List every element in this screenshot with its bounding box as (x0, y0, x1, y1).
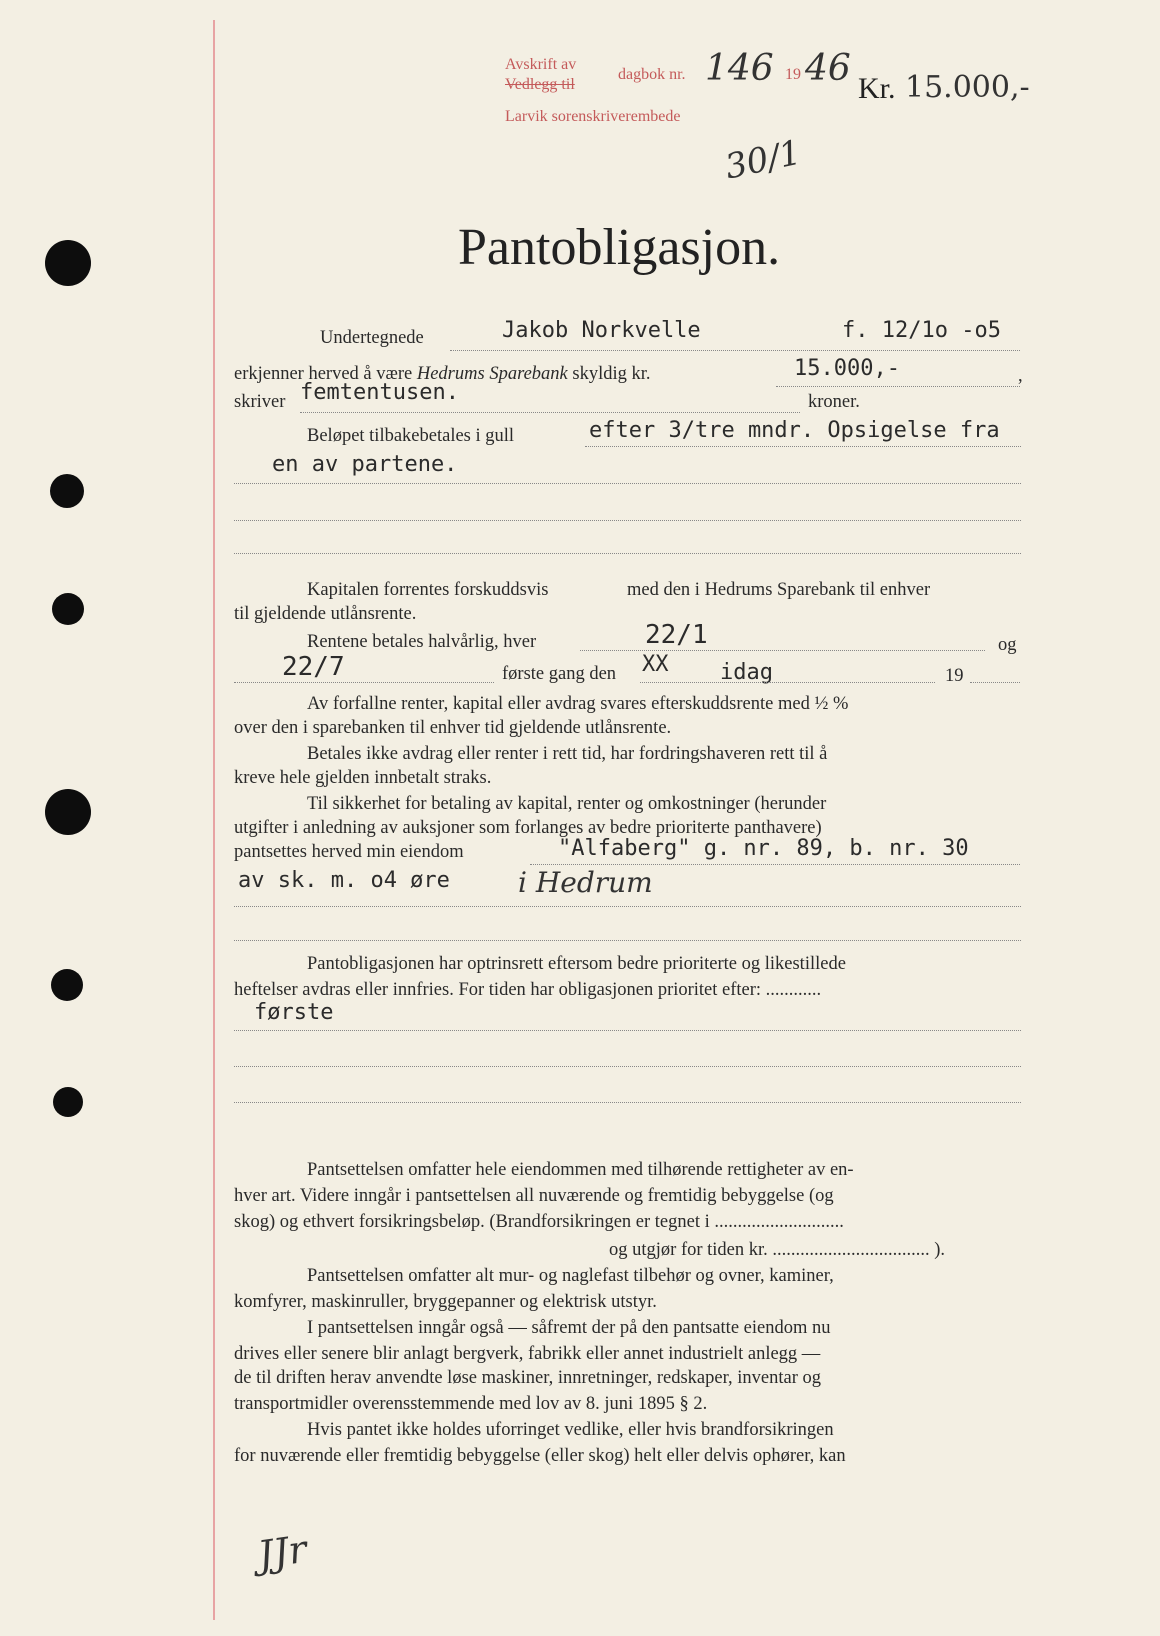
interest-line-2: til gjeldende utlånsrente. (234, 604, 417, 624)
debtor-birth: f. 12/1o -o5 (842, 318, 1001, 343)
amount-label: Kr. (858, 72, 896, 105)
paragraph-b-line: I pantsettelsen inngår også — såfremt der på den pantsatte eiendom nu (307, 1318, 831, 1338)
amount-words: femtentusen. (300, 380, 459, 405)
repayment-terms-2: en av partene. (272, 452, 458, 477)
interest-date-2: 22/7 (282, 652, 345, 682)
paragraph-b-line: og utgjør for tiden kr. .................................. ). (609, 1240, 946, 1260)
property-name: "Alfaberg" g. nr. 89, b. nr. 30 (558, 836, 969, 861)
binder-hole (45, 789, 91, 835)
debtor-label: Undertegnede (320, 328, 424, 348)
repayment-label: Beløpet tilbakebetales i gull (307, 426, 515, 446)
binder-hole (53, 1087, 83, 1117)
og-label: og (998, 635, 1017, 655)
paragraph-b-line: de til driften herav anvendte løse maskiner, innretninger, redskaper, inventar og (234, 1368, 821, 1388)
kroner-label: kroner. (808, 392, 860, 412)
paragraph-b-line: transportmidler overensstemmende med lov av 8. juni 1895 § 2. (234, 1394, 708, 1414)
halfyear-label: Rentene betales halvårlig, hver (307, 632, 537, 652)
first-time-label: første gang den (502, 664, 617, 684)
paragraph-a-line: Betales ikke avdrag eller renter i rett tid, har fordringshaveren rett til å (307, 744, 828, 764)
paragraph-a-line: Til sikkerhet for betaling av kapital, renter og omkostninger (herunder (307, 794, 827, 814)
debt-comma: , (1018, 366, 1023, 386)
paragraph-b-line: Hvis pantet ikke holdes uforringet vedlike, eller hvis brandforsikringen (307, 1420, 834, 1440)
priority-value: første (254, 1000, 334, 1025)
property-line-2: av sk. m. o4 øre (238, 868, 450, 893)
binder-hole (51, 969, 83, 1001)
paragraph-b-line: for nuværende eller fremtidig bebyggelse (eller skog) helt eller delvis ophører, kan (234, 1446, 846, 1466)
handwritten-initials: JJr (255, 1526, 310, 1578)
property-label: pantsettes herved min eiendom (234, 842, 464, 862)
paragraph-b-line: skog) og ethvert forsikringsbeløp. (Brandforsikringen er tegnet i ............................ (234, 1212, 844, 1232)
year-suffix: 46 (805, 48, 851, 89)
year-prefix: 19 (785, 66, 801, 83)
idag-text: idag (720, 660, 773, 685)
margin-line (213, 20, 215, 1620)
paragraph-a-line: kreve hele gjelden innbetalt straks. (234, 768, 492, 788)
paragraph-b-line: hver art. Videre inngår i pantsettelsen all nuværende og fremtidig bebyggelse (og (234, 1186, 834, 1206)
interest-date-1: 22/1 (645, 620, 708, 650)
paragraph-b-line: komfyrer, maskinruller, bryggepanner og elektrisk utstyr. (234, 1292, 657, 1312)
debtor-name: Jakob Norkvelle (502, 318, 701, 343)
nineteen-label: 19 (945, 666, 964, 686)
amount-value: 15.000,- (905, 70, 1030, 105)
paragraph-b-line: Pantsettelsen omfatter hele eiendommen med tilhørende rettigheter av en- (307, 1160, 854, 1180)
dagbok-label: dagbok nr. (618, 66, 686, 83)
xx-mark: XX (642, 652, 669, 677)
interest-line-1b: med den i Hedrums Sparebank til enhver (627, 580, 931, 600)
binder-hole (45, 240, 91, 286)
debt-text: erkjenner herved å være Hedrums Sparebank skyldig kr. (234, 364, 651, 384)
binder-hole (52, 593, 84, 625)
binder-hole (50, 474, 84, 508)
paragraph-b-line: drives eller senere blir anlagt bergverk, fabrikk eller annet industrielt anlegg — (234, 1344, 821, 1364)
repayment-terms-1: efter 3/tre mndr. Opsigelse fra (589, 418, 1000, 443)
writes-label: skriver (234, 392, 286, 412)
priority-line-1: Pantobligasjonen har optrinsrett eftersom bedre prioriterte og likestillede (307, 954, 846, 974)
stamp-line-2: Vedlegg til (505, 76, 575, 93)
paragraph-b-line: Pantsettelsen omfatter alt mur- og naglefast tilbehør og ovner, kaminer, (307, 1266, 834, 1286)
paragraph-a-line: utgifter i anledning av auksjoner som forlanges av bedre prioriterte panthavere) (234, 818, 822, 838)
interest-line-1a: Kapitalen forrentes forskuddsvis (307, 580, 549, 600)
priority-line-2: heftelser avdras eller innfries. For tiden har obligasjonen prioritet efter: ............ (234, 980, 822, 1000)
stamp-line-3: Larvik sorenskriverembede (505, 108, 681, 125)
paragraph-a-line: over den i sparebanken til enhver tid gjeldende utlånsrente. (234, 718, 672, 738)
paragraph-a-line: Av forfallne renter, kapital eller avdrag svares efterskuddsrente med ½ % (307, 694, 849, 714)
note-handwritten: 30/1 (721, 132, 805, 188)
debt-amount: 15.000,- (794, 356, 900, 381)
page-title: Pantobligasjon. (458, 219, 781, 276)
dagbok-number: 146 (705, 48, 774, 89)
stamp-line-1: Avskrift av (505, 56, 577, 73)
property-handwritten: i Hedrum (518, 866, 653, 899)
bank-name: Hedrums Sparebank (416, 364, 568, 384)
